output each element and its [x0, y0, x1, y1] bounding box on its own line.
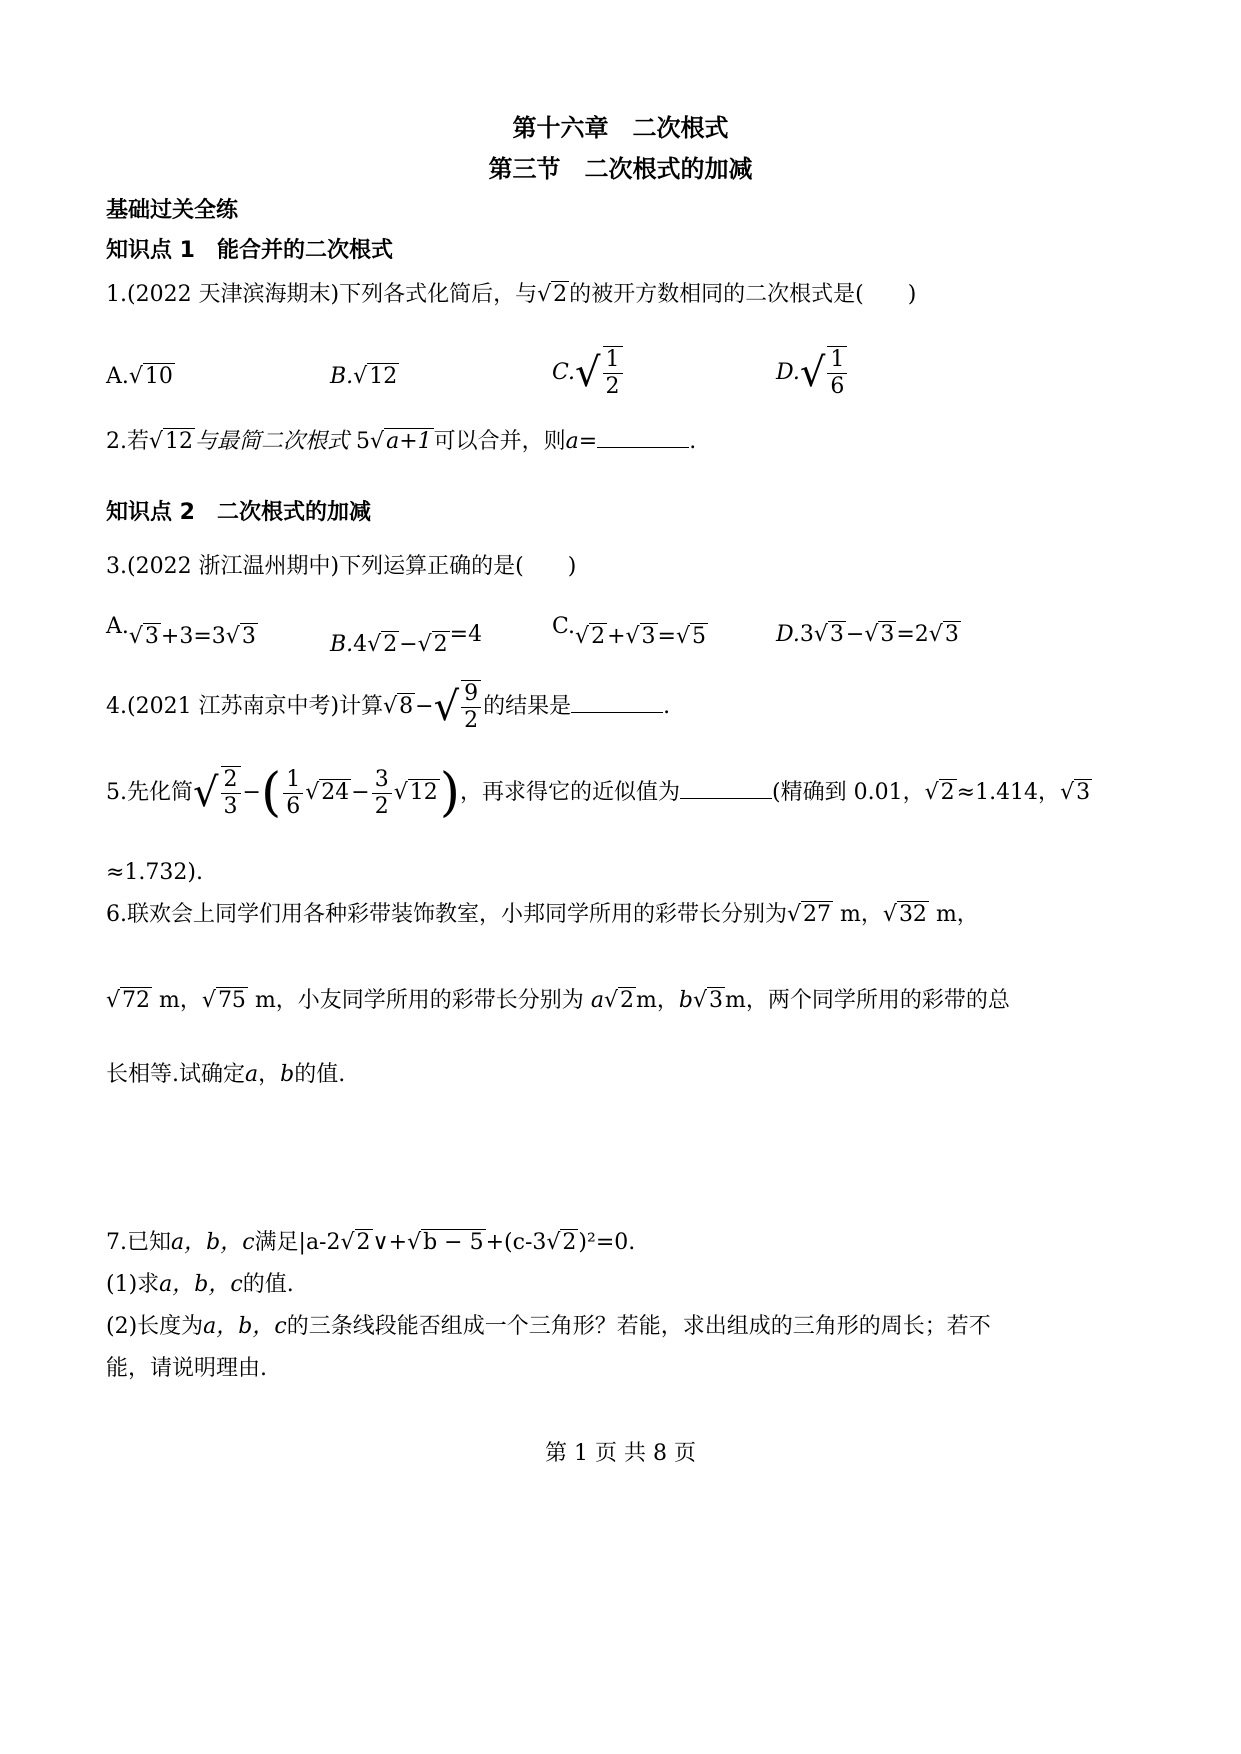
question-7 [106, 1228, 635, 1258]
q7-radical-2: √b − 5 [407, 1230, 484, 1255]
q5-radical-2: √24 [305, 780, 350, 805]
q1-option-b-radical: √12 [353, 364, 398, 389]
q7-radical-3: √2 [546, 1230, 577, 1255]
question-4: 4.(2021 江苏南京中考)计算√8−√ $\frac{9}{2}$ 的结果是 . [106, 681, 671, 733]
q7-part-1-vars: a，b，c [159, 1272, 243, 1297]
option-label: C. [552, 614, 576, 639]
q7-radical-1: √2 [340, 1230, 371, 1255]
question-2 [106, 425, 696, 457]
q7-part-1-pre: (1)求 [106, 1272, 160, 1297]
q4-end: . [663, 694, 671, 719]
question-1 [106, 280, 916, 310]
knowledge-point-1: 知识点 1 能合并的二次根式 [106, 238, 393, 263]
q5-radical-4: √2 [924, 780, 955, 805]
q5-line-2: ≈1.732). [106, 860, 203, 885]
q3-b-pre: 4 [353, 632, 368, 657]
q6-radical-3: √72 [106, 988, 151, 1013]
q6-line-3-c: 的值. [294, 1062, 346, 1087]
q7-tail-1: +(c-3 [485, 1230, 547, 1255]
q5-fraction-1: $\frac{2}{3}$ [221, 766, 241, 820]
q7-part-1 [106, 1270, 294, 1300]
q6-unit-5: m， [635, 988, 679, 1013]
q1-option-c: C.√ $\frac{1}{2}$ [552, 346, 625, 400]
q1-radical: √2 [537, 282, 568, 307]
option-label: B. [330, 632, 354, 657]
q3-d-radical-2: √3 [864, 622, 895, 647]
option-label: D. [776, 360, 800, 385]
q6-unit-1: m， [840, 902, 883, 927]
q7-cond: 满足|a-2 [254, 1230, 341, 1255]
q3-a-radical-2: √3 [225, 624, 256, 649]
q3-b-eq: =4 [449, 622, 483, 647]
q7-pre: 7.已知 [106, 1230, 171, 1255]
q1-option-b [330, 362, 399, 392]
q7-part-2-pre: (2)长度为 [106, 1314, 204, 1339]
q5-hint: (精确到 0.01， [772, 780, 925, 805]
q6-line-1: 6.联欢会上同学们用各种彩带装饰教室，小邦同学所用的彩带长分别为 [106, 902, 787, 927]
q2-var: a [565, 429, 579, 454]
q1-option-c-fraction: $\frac{1}{2}$ [603, 346, 623, 400]
q7-part-2-vars: a，b，c [203, 1314, 287, 1339]
q3-d-radical-1: √3 [813, 622, 844, 647]
q7-part-2 [106, 1312, 991, 1342]
q2-coef: 5 [356, 429, 371, 454]
q6-var-b: b [678, 988, 693, 1013]
question-3: 3.(2022 浙江温州期中)下列运算正确的是( ) [106, 554, 577, 579]
q3-c-radical-1: √2 [575, 624, 606, 649]
q6-line-3 [106, 1060, 345, 1090]
q7-part-2-line-2: 能，请说明理由. [106, 1356, 267, 1381]
answer-blank[interactable] [571, 690, 663, 713]
q7-tail-2: )²=0. [578, 1230, 636, 1255]
q1-option-a [106, 362, 175, 392]
q6-var-b-2: b [280, 1062, 295, 1087]
q6-radical-6: √3 [692, 988, 723, 1013]
q1-stem-end: 的被开方数相同的二次根式是( ) [569, 282, 917, 307]
q1-option-a-radical: √10 [128, 364, 173, 389]
chapter-title: 第十六章 二次根式 [512, 113, 729, 142]
q2-pre: 2.若 [106, 429, 149, 454]
q3-d-eq: =2 [896, 622, 929, 647]
q6-radical-4: √75 [201, 988, 246, 1013]
q5-fraction-2: $\frac{1}{6}$ [283, 767, 303, 820]
q4-radical-1: √8 [383, 694, 414, 719]
q6-unit-2: m， [935, 902, 979, 927]
q1-option-d-fraction: $\frac{1}{6}$ [827, 346, 847, 400]
q7-vars: a，b，c [171, 1230, 255, 1255]
q6-line-3-a: 长相等.试确定 [106, 1062, 245, 1087]
option-label: A. [106, 614, 129, 639]
q2-radical-2: √a+1 [370, 429, 432, 454]
option-label: A. [106, 364, 129, 389]
q3-a-radical-1: √3 [128, 624, 159, 649]
q4-minus: − [415, 694, 434, 719]
q4-pre: 4.(2021 江苏南京中考)计算 [106, 694, 384, 719]
q1-stem: 1.(2022 天津滨海期末)下列各式化简后，与 [106, 282, 538, 307]
option-label: B. [330, 364, 354, 389]
q7-part-2-text: 的三条线段能否组成一个三角形？若能，求出组成的三角形的周长；若不 [286, 1314, 991, 1339]
answer-blank[interactable] [680, 776, 772, 799]
q3-a-mid: +3=3 [160, 624, 226, 649]
q3-c-eq: = [657, 624, 676, 649]
q3-b-minus: − [399, 632, 418, 657]
q2-post: 可以合并，则 [433, 429, 566, 454]
q6-comma: ， [258, 1062, 281, 1087]
knowledge-point-2: 知识点 2 二次根式的加减 [106, 500, 371, 525]
q6-radical-2: √32 [882, 902, 927, 927]
q6-radical-5: √2 [603, 988, 634, 1013]
q6-var-a-2: a [245, 1062, 259, 1087]
q3-c-radical-3: √5 [675, 624, 707, 649]
option-label: D. [776, 622, 800, 647]
q6-radical-1: √27 [787, 902, 832, 927]
q3-option-c [552, 612, 708, 652]
page-footer: 第 1 页 共 8 页 [545, 1441, 696, 1466]
q2-mid: 与最简二次根式 [195, 429, 350, 454]
q5-post: ，再求得它的近似值为 [460, 780, 681, 805]
q3-b-radical-1: √2 [367, 632, 398, 657]
q4-post: 的结果是 [483, 694, 572, 719]
section-title: 第三节 二次根式的加减 [488, 154, 753, 183]
q5-pre: 5.先化简 [106, 780, 193, 805]
q6-var-a: a [590, 988, 604, 1013]
q1-option-d: D.√ $\frac{1}{6}$ [776, 346, 849, 400]
q7-part-1-post: 的值. [242, 1272, 294, 1297]
q5-approx-1: ≈1.414， [956, 780, 1061, 805]
answer-blank[interactable] [597, 425, 689, 448]
q3-option-b [330, 620, 482, 660]
q6-line-2 [106, 986, 1010, 1016]
q3-option-a [106, 612, 258, 652]
q3-d-radical-3: √3 [928, 622, 959, 647]
q4-fraction: $\frac{9}{2}$ [461, 680, 481, 734]
q3-option-d [776, 620, 961, 650]
q2-end: . [689, 429, 697, 454]
q6-line-2-text: m，小友同学所用的彩带长分别为 [254, 988, 584, 1013]
q2-eq: = [578, 429, 598, 454]
q3-d-minus: − [845, 622, 865, 647]
q5-radical-5: √3 [1060, 780, 1091, 805]
q3-c-plus: + [607, 624, 626, 649]
q3-c-radical-2: √3 [625, 624, 656, 649]
question-5: 5.先化简√ $\frac{2}{3}$ −( $\frac{1}{6}$ √24− $\frac{3}{2}$ √12)，再求得它的近似值为 (精确到 0.01，√2≈1.414，√3 [106, 763, 1091, 823]
q7-mid: ∨+ [372, 1230, 408, 1255]
question-6 [106, 900, 979, 930]
q5-radical-3: √12 [393, 780, 438, 805]
q3-b-radical-2: √2 [417, 632, 448, 657]
q6-unit-3: m， [159, 988, 202, 1013]
q5-fraction-3: $\frac{3}{2}$ [372, 767, 392, 820]
q6-line-2-end: m，两个同学所用的彩带的总 [724, 988, 1010, 1013]
q5-minus: − [242, 780, 261, 805]
q2-radical-1: √12 [149, 429, 194, 454]
q3-d-pre: 3 [799, 622, 814, 647]
exercise-heading: 基础过关全练 [106, 198, 239, 223]
option-label: C. [552, 360, 576, 385]
q5-minus-2: − [351, 780, 370, 805]
